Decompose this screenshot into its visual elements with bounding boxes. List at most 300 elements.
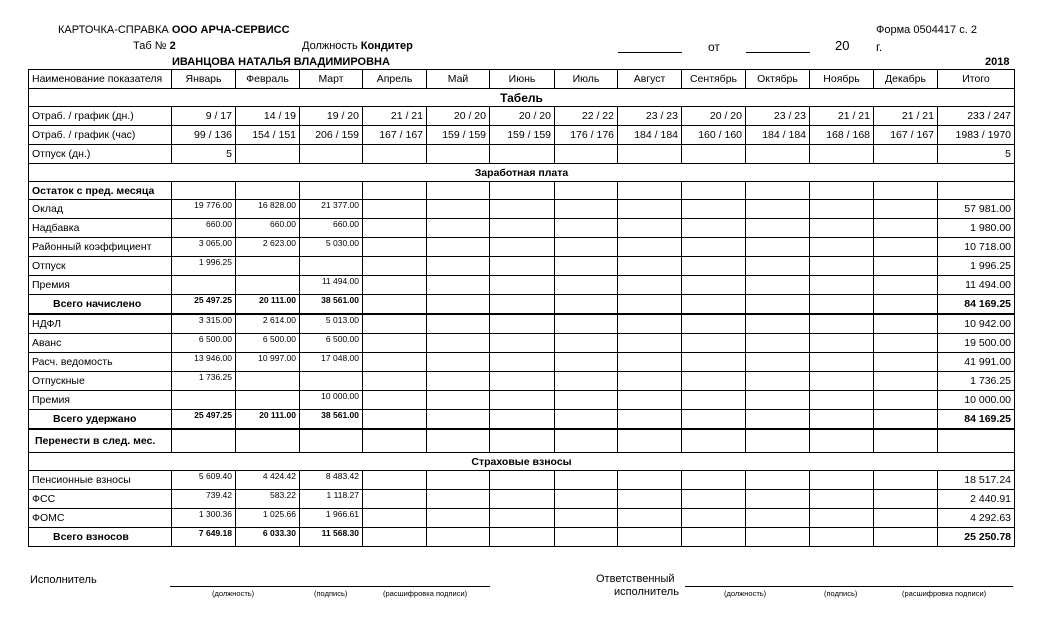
row-label: Отпускные bbox=[29, 372, 172, 391]
cell-value bbox=[618, 410, 682, 430]
column-header: Май bbox=[427, 70, 490, 89]
cell-value: 1 118.27 bbox=[300, 490, 363, 509]
cell-value bbox=[618, 295, 682, 315]
cell-value bbox=[427, 509, 490, 528]
cell-value: 168 / 168 bbox=[810, 126, 874, 145]
cell-value: 2 623.00 bbox=[236, 238, 300, 257]
cell-value bbox=[555, 334, 618, 353]
cell-value bbox=[236, 276, 300, 295]
cell-value bbox=[427, 353, 490, 372]
cell-value bbox=[810, 257, 874, 276]
cell-value bbox=[746, 257, 810, 276]
cell-value bbox=[490, 314, 555, 334]
column-header: Итого bbox=[938, 70, 1015, 89]
cell-value bbox=[555, 528, 618, 547]
cell-value: 7 649.18 bbox=[172, 528, 236, 547]
section-title: Заработная плата bbox=[29, 164, 1015, 182]
row-label: НДФЛ bbox=[29, 314, 172, 334]
cell-value: 206 / 159 bbox=[300, 126, 363, 145]
cell-value bbox=[363, 200, 427, 219]
table-row bbox=[29, 429, 1015, 453]
cell-value bbox=[618, 429, 682, 453]
date-line bbox=[618, 52, 682, 53]
row-total: 25 250.78 bbox=[938, 528, 1015, 547]
cell-value bbox=[490, 182, 555, 200]
employee-name: ИВАНЦОВА НАТАЛЬЯ ВЛАДИМИРОВНА bbox=[172, 56, 390, 68]
cell-value bbox=[363, 295, 427, 315]
cell-value bbox=[618, 509, 682, 528]
cell-value bbox=[555, 372, 618, 391]
cell-value bbox=[363, 314, 427, 334]
table-row bbox=[29, 276, 1015, 295]
cell-value: 10 000.00 bbox=[300, 391, 363, 410]
year-suffix: г. bbox=[876, 40, 883, 54]
cell-value bbox=[490, 295, 555, 315]
cell-value bbox=[363, 528, 427, 547]
column-header: Февраль bbox=[236, 70, 300, 89]
row-total: 84 169.25 bbox=[938, 410, 1015, 430]
cell-value: 583.22 bbox=[236, 490, 300, 509]
cell-value bbox=[682, 528, 746, 547]
row-label: Расч. ведомость bbox=[29, 353, 172, 372]
column-header: Наименование показателя bbox=[29, 70, 172, 89]
total-row bbox=[29, 295, 1015, 315]
row-total: 10 942.00 bbox=[938, 314, 1015, 334]
salary-card-table bbox=[28, 69, 1015, 547]
cell-value: 176 / 176 bbox=[555, 126, 618, 145]
cell-value: 11 568.30 bbox=[300, 528, 363, 547]
cell-value bbox=[490, 200, 555, 219]
cell-value bbox=[555, 200, 618, 219]
row-total: 57 981.00 bbox=[938, 200, 1015, 219]
column-header: Сентябрь bbox=[682, 70, 746, 89]
cell-value bbox=[363, 145, 427, 164]
cell-value bbox=[172, 391, 236, 410]
cell-value bbox=[490, 509, 555, 528]
cell-value bbox=[874, 429, 938, 453]
cell-value bbox=[172, 276, 236, 295]
cell-value bbox=[810, 334, 874, 353]
cell-value: 21 / 21 bbox=[363, 107, 427, 126]
cell-value bbox=[236, 372, 300, 391]
cell-value bbox=[746, 429, 810, 453]
cell-value bbox=[172, 429, 236, 453]
cell-value: 5 013.00 bbox=[300, 314, 363, 334]
table-row bbox=[29, 314, 1015, 334]
cell-value: 20 / 20 bbox=[427, 107, 490, 126]
row-total: 41 991.00 bbox=[938, 353, 1015, 372]
cell-value: 233 / 247 bbox=[938, 107, 1015, 126]
cell-value bbox=[490, 276, 555, 295]
cell-value bbox=[682, 276, 746, 295]
caption-signature: (подпись) bbox=[824, 589, 858, 598]
cell-value bbox=[746, 528, 810, 547]
cell-value bbox=[555, 276, 618, 295]
executor-label: Исполнитель bbox=[30, 574, 97, 586]
row-total: 10 000.00 bbox=[938, 391, 1015, 410]
section-row bbox=[29, 164, 1015, 182]
cell-value bbox=[490, 429, 555, 453]
cell-value: 660.00 bbox=[236, 219, 300, 238]
cell-value bbox=[874, 276, 938, 295]
cell-value: 159 / 159 bbox=[427, 126, 490, 145]
cell-value bbox=[555, 314, 618, 334]
column-header: Декабрь bbox=[874, 70, 938, 89]
caption-decoding: (расшифровка подписи) bbox=[902, 589, 987, 598]
cell-value bbox=[810, 372, 874, 391]
cell-value bbox=[810, 295, 874, 315]
cell-value bbox=[427, 182, 490, 200]
cell-value bbox=[746, 145, 810, 164]
cell-value bbox=[618, 314, 682, 334]
cell-value: 99 / 136 bbox=[172, 126, 236, 145]
row-label: ФСС bbox=[29, 490, 172, 509]
cell-value: 3 315.00 bbox=[172, 314, 236, 334]
cell-value bbox=[618, 257, 682, 276]
cell-value bbox=[746, 391, 810, 410]
row-total: 18 517.24 bbox=[938, 471, 1015, 490]
cell-value: 160 / 160 bbox=[682, 126, 746, 145]
table-row bbox=[29, 257, 1015, 276]
column-header: Октябрь bbox=[746, 70, 810, 89]
org-name: ООО АРЧА-СЕРВИСС bbox=[171, 24, 290, 36]
cell-value: 11 494.00 bbox=[300, 276, 363, 295]
cell-value bbox=[427, 314, 490, 334]
cell-value bbox=[555, 471, 618, 490]
cell-value bbox=[874, 238, 938, 257]
cell-value bbox=[363, 219, 427, 238]
cell-value: 1 025.66 bbox=[236, 509, 300, 528]
cell-value: 6 500.00 bbox=[236, 334, 300, 353]
cell-value: 10 997.00 bbox=[236, 353, 300, 372]
cell-value: 20 111.00 bbox=[236, 410, 300, 430]
cell-value bbox=[746, 276, 810, 295]
responsible-signature-line bbox=[685, 586, 1013, 587]
cell-value: 1983 / 1970 bbox=[938, 126, 1015, 145]
cell-value bbox=[427, 429, 490, 453]
cell-value bbox=[427, 295, 490, 315]
cell-value bbox=[363, 182, 427, 200]
responsible-label-2: исполнитель bbox=[614, 586, 679, 598]
row-label: Оклад bbox=[29, 200, 172, 219]
cell-value bbox=[363, 490, 427, 509]
column-header: Ноябрь bbox=[810, 70, 874, 89]
cell-value bbox=[746, 238, 810, 257]
cell-value bbox=[490, 391, 555, 410]
cell-value bbox=[618, 200, 682, 219]
cell-value: 660.00 bbox=[300, 219, 363, 238]
total-label: Всего начислено bbox=[29, 295, 172, 315]
cell-value: 25 497.25 bbox=[172, 410, 236, 430]
section-row bbox=[29, 453, 1015, 471]
cell-value: 1 996.25 bbox=[172, 257, 236, 276]
cell-value: 167 / 167 bbox=[363, 126, 427, 145]
row-total: 1 980.00 bbox=[938, 219, 1015, 238]
cell-value bbox=[810, 182, 874, 200]
cell-value bbox=[746, 353, 810, 372]
table-row bbox=[29, 219, 1015, 238]
cell-value bbox=[618, 490, 682, 509]
cell-value bbox=[682, 219, 746, 238]
row-total: 10 718.00 bbox=[938, 238, 1015, 257]
cell-value bbox=[427, 257, 490, 276]
row-total: 2 440.91 bbox=[938, 490, 1015, 509]
cell-value: 38 561.00 bbox=[300, 295, 363, 315]
cell-value bbox=[363, 238, 427, 257]
cell-value bbox=[682, 471, 746, 490]
cell-value bbox=[618, 471, 682, 490]
cell-value bbox=[363, 276, 427, 295]
cell-value: 20 / 20 bbox=[682, 107, 746, 126]
cell-value bbox=[300, 182, 363, 200]
cell-value bbox=[427, 471, 490, 490]
card-title: КАРТОЧКА-СПРАВКА ООО АРЧА-СЕРВИСС bbox=[58, 24, 290, 36]
cell-value bbox=[300, 145, 363, 164]
row-label: Отпуск (дн.) bbox=[29, 145, 172, 164]
cell-value bbox=[746, 372, 810, 391]
cell-value bbox=[300, 372, 363, 391]
cell-value bbox=[810, 490, 874, 509]
cell-value bbox=[427, 200, 490, 219]
cell-value bbox=[746, 509, 810, 528]
cell-value: 3 065.00 bbox=[172, 238, 236, 257]
cell-value: 5 609.40 bbox=[172, 471, 236, 490]
row-label: Районный коэффициент bbox=[29, 238, 172, 257]
cell-value bbox=[427, 334, 490, 353]
cell-value: 23 / 23 bbox=[746, 107, 810, 126]
cell-value bbox=[427, 276, 490, 295]
cell-value bbox=[363, 471, 427, 490]
cell-value bbox=[236, 391, 300, 410]
cell-value: 5 030.00 bbox=[300, 238, 363, 257]
from-label: от bbox=[708, 40, 720, 54]
total-row bbox=[29, 410, 1015, 430]
table-row bbox=[29, 200, 1015, 219]
cell-value bbox=[427, 391, 490, 410]
cell-value bbox=[746, 490, 810, 509]
row-total: 1 736.25 bbox=[938, 372, 1015, 391]
cell-value bbox=[236, 429, 300, 453]
cell-value bbox=[555, 509, 618, 528]
cell-value bbox=[490, 334, 555, 353]
cell-value bbox=[427, 528, 490, 547]
row-label: Отраб. / график (дн.) bbox=[29, 107, 172, 126]
cell-value bbox=[682, 490, 746, 509]
table-row bbox=[29, 107, 1015, 126]
cell-value: 159 / 159 bbox=[490, 126, 555, 145]
cell-value bbox=[810, 219, 874, 238]
table-row bbox=[29, 145, 1015, 164]
cell-value bbox=[363, 334, 427, 353]
cell-value bbox=[682, 429, 746, 453]
row-total: 1 996.25 bbox=[938, 257, 1015, 276]
cell-value bbox=[874, 353, 938, 372]
cell-value bbox=[618, 276, 682, 295]
date-line bbox=[746, 52, 810, 53]
tab-number: Таб № 2 bbox=[133, 40, 176, 52]
cell-value bbox=[618, 182, 682, 200]
report-year: 2018 bbox=[985, 56, 1010, 68]
cell-value bbox=[938, 182, 1015, 200]
cell-value bbox=[427, 145, 490, 164]
cell-value: 6 500.00 bbox=[172, 334, 236, 353]
cell-value bbox=[874, 314, 938, 334]
cell-value bbox=[555, 238, 618, 257]
cell-value: 5 bbox=[938, 145, 1015, 164]
cell-value bbox=[874, 295, 938, 315]
cell-value bbox=[427, 219, 490, 238]
cell-value: 2 614.00 bbox=[236, 314, 300, 334]
row-label: Перенести в след. мес. bbox=[29, 429, 172, 453]
cell-value bbox=[682, 410, 746, 430]
cell-value bbox=[938, 429, 1015, 453]
cell-value bbox=[236, 182, 300, 200]
cell-value: 184 / 184 bbox=[746, 126, 810, 145]
cell-value bbox=[746, 334, 810, 353]
table-row bbox=[29, 182, 1015, 200]
cell-value bbox=[236, 145, 300, 164]
cell-value bbox=[746, 471, 810, 490]
cell-value bbox=[874, 372, 938, 391]
row-total: 11 494.00 bbox=[938, 276, 1015, 295]
section-row bbox=[29, 89, 1015, 107]
row-label: Пенсионные взносы bbox=[29, 471, 172, 490]
cell-value bbox=[236, 257, 300, 276]
cell-value: 20 / 20 bbox=[490, 107, 555, 126]
table-row bbox=[29, 509, 1015, 528]
cell-value bbox=[490, 145, 555, 164]
cell-value: 21 / 21 bbox=[874, 107, 938, 126]
cell-value: 167 / 167 bbox=[874, 126, 938, 145]
cell-value bbox=[618, 353, 682, 372]
cell-value bbox=[874, 410, 938, 430]
cell-value bbox=[618, 145, 682, 164]
cell-value: 1 300.36 bbox=[172, 509, 236, 528]
cell-value: 6 033.30 bbox=[236, 528, 300, 547]
cell-value: 25 497.25 bbox=[172, 295, 236, 315]
cell-value bbox=[555, 391, 618, 410]
cell-value bbox=[490, 219, 555, 238]
cell-value bbox=[427, 410, 490, 430]
cell-value bbox=[618, 372, 682, 391]
cell-value bbox=[618, 238, 682, 257]
cell-value bbox=[427, 490, 490, 509]
cell-value: 739.42 bbox=[172, 490, 236, 509]
column-header: Март bbox=[300, 70, 363, 89]
cell-value bbox=[746, 410, 810, 430]
total-label: Всего взносов bbox=[29, 528, 172, 547]
cell-value bbox=[810, 429, 874, 453]
cell-value: 13 946.00 bbox=[172, 353, 236, 372]
row-label: Аванс bbox=[29, 334, 172, 353]
column-header: Июнь bbox=[490, 70, 555, 89]
cell-value bbox=[618, 528, 682, 547]
cell-value bbox=[555, 295, 618, 315]
cell-value bbox=[427, 238, 490, 257]
cell-value bbox=[300, 429, 363, 453]
cell-value bbox=[746, 200, 810, 219]
cell-value: 4 424.42 bbox=[236, 471, 300, 490]
cell-value bbox=[490, 353, 555, 372]
cell-value bbox=[490, 528, 555, 547]
cell-value bbox=[172, 182, 236, 200]
cell-value: 23 / 23 bbox=[618, 107, 682, 126]
cell-value bbox=[746, 182, 810, 200]
cell-value bbox=[490, 257, 555, 276]
cell-value bbox=[427, 372, 490, 391]
cell-value bbox=[810, 353, 874, 372]
cell-value: 21 377.00 bbox=[300, 200, 363, 219]
cell-value bbox=[874, 257, 938, 276]
cell-value bbox=[874, 334, 938, 353]
cell-value bbox=[682, 238, 746, 257]
cell-value: 5 bbox=[172, 145, 236, 164]
header-row bbox=[29, 70, 1015, 89]
cell-value bbox=[746, 295, 810, 315]
cell-value bbox=[874, 471, 938, 490]
cell-value bbox=[490, 372, 555, 391]
column-header: Июль bbox=[555, 70, 618, 89]
table-row bbox=[29, 334, 1015, 353]
cell-value bbox=[874, 490, 938, 509]
cell-value bbox=[682, 334, 746, 353]
cell-value bbox=[874, 391, 938, 410]
table-row bbox=[29, 353, 1015, 372]
cell-value bbox=[682, 314, 746, 334]
cell-value bbox=[810, 200, 874, 219]
form-code: Форма 0504417 с. 2 bbox=[876, 24, 977, 36]
cell-value bbox=[618, 391, 682, 410]
position: Должность Кондитер bbox=[302, 40, 413, 52]
cell-value bbox=[746, 219, 810, 238]
cell-value: 17 048.00 bbox=[300, 353, 363, 372]
cell-value: 6 500.00 bbox=[300, 334, 363, 353]
cell-value bbox=[555, 219, 618, 238]
section-title: Табель bbox=[29, 89, 1015, 107]
cell-value: 8 483.42 bbox=[300, 471, 363, 490]
row-total: 4 292.63 bbox=[938, 509, 1015, 528]
cell-value bbox=[363, 257, 427, 276]
cell-value bbox=[555, 182, 618, 200]
cell-value bbox=[555, 429, 618, 453]
row-label: ФОМС bbox=[29, 509, 172, 528]
cell-value bbox=[682, 295, 746, 315]
table-row bbox=[29, 391, 1015, 410]
cell-value bbox=[874, 528, 938, 547]
cell-value: 19 / 20 bbox=[300, 107, 363, 126]
table-row bbox=[29, 471, 1015, 490]
total-row bbox=[29, 528, 1015, 547]
cell-value bbox=[363, 391, 427, 410]
cell-value bbox=[810, 238, 874, 257]
cell-value bbox=[874, 145, 938, 164]
table-row bbox=[29, 238, 1015, 257]
table-row bbox=[29, 372, 1015, 391]
cell-value bbox=[746, 314, 810, 334]
cell-value bbox=[810, 391, 874, 410]
cell-value bbox=[555, 490, 618, 509]
cell-value: 154 / 151 bbox=[236, 126, 300, 145]
cell-value: 14 / 19 bbox=[236, 107, 300, 126]
year-prefix: 20 bbox=[835, 38, 850, 53]
cell-value bbox=[618, 334, 682, 353]
cell-value bbox=[810, 471, 874, 490]
caption-position: (должность) bbox=[724, 589, 767, 598]
cell-value bbox=[363, 372, 427, 391]
cell-value bbox=[682, 200, 746, 219]
cell-value: 38 561.00 bbox=[300, 410, 363, 430]
cell-value bbox=[810, 509, 874, 528]
